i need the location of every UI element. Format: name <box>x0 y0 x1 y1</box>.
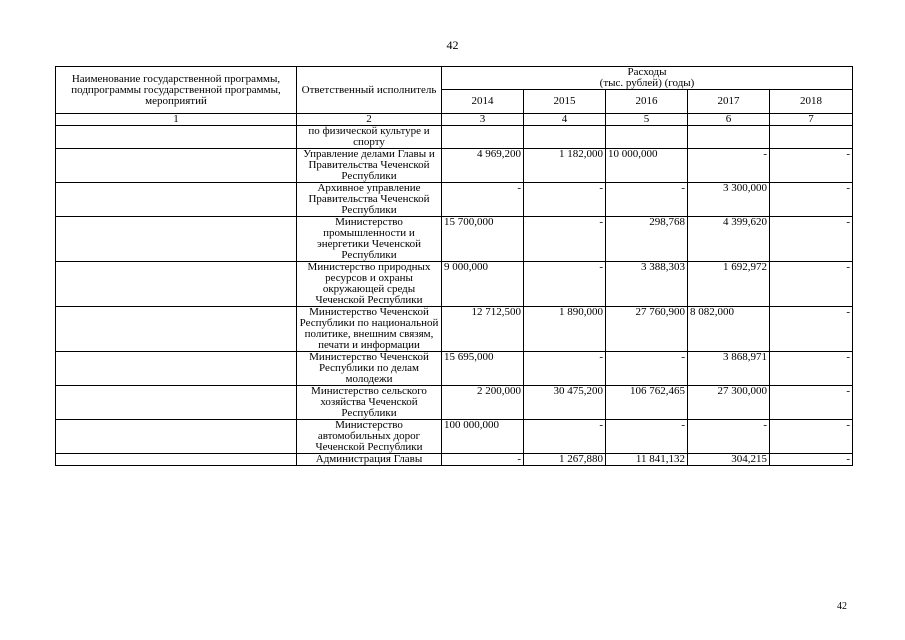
value-cell: - <box>770 262 853 307</box>
program-name-cell <box>56 126 297 149</box>
value-cell: 304,215 <box>688 454 770 466</box>
table-row <box>56 149 853 183</box>
value-cell: - <box>524 420 606 454</box>
value-cell: 1 182,000 <box>524 149 606 183</box>
value-cell: 100 000,000 <box>442 420 524 454</box>
header-program-name: Наименование государственной программы, подпрограммы государственной программы, мероприятий <box>56 67 297 114</box>
value-cell <box>606 126 688 149</box>
value-cell: 3 300,000 <box>688 183 770 217</box>
value-cell: - <box>442 183 524 217</box>
executor-cell: по физической культуре и спорту <box>297 126 442 149</box>
column-number: 7 <box>770 114 853 126</box>
value-cell: - <box>524 183 606 217</box>
value-cell: - <box>524 262 606 307</box>
program-name-cell <box>56 262 297 307</box>
table-row <box>56 262 853 307</box>
value-cell: - <box>524 217 606 262</box>
value-cell: 27 760,900 <box>606 307 688 352</box>
value-cell: 298,768 <box>606 217 688 262</box>
column-numbers-row <box>56 114 853 126</box>
header-expenses-title: Расходы <box>627 66 667 78</box>
value-cell: 1 692,972 <box>688 262 770 307</box>
executor-cell: Администрация Главы <box>297 454 442 466</box>
value-cell: - <box>606 420 688 454</box>
value-cell: - <box>606 183 688 217</box>
value-cell: - <box>770 352 853 386</box>
table-row <box>56 183 853 217</box>
value-cell: 1 890,000 <box>524 307 606 352</box>
header-row-1 <box>56 67 853 90</box>
value-cell: - <box>770 183 853 217</box>
value-cell: 30 475,200 <box>524 386 606 420</box>
header-executor: Ответственный исполнитель <box>297 67 442 114</box>
column-number: 6 <box>688 114 770 126</box>
header-expenses <box>442 67 853 90</box>
budget-table <box>55 66 853 466</box>
executor-cell: Управление делами Главы и Правительства Чеченской Республики <box>297 149 442 183</box>
header-year: 2015 <box>524 90 606 114</box>
column-number: 1 <box>56 114 297 126</box>
column-number: 4 <box>524 114 606 126</box>
executor-cell: Министерство промышленности и энергетики Чеченской Республики <box>297 217 442 262</box>
column-number: 3 <box>442 114 524 126</box>
value-cell: 4 969,200 <box>442 149 524 183</box>
value-cell: 15 700,000 <box>442 217 524 262</box>
value-cell <box>442 126 524 149</box>
table-row <box>56 420 853 454</box>
program-name-cell <box>56 149 297 183</box>
header-expenses-sub: (тыс. рублей) (годы) <box>599 77 695 89</box>
value-cell: 2 200,000 <box>442 386 524 420</box>
table-row <box>56 126 853 149</box>
value-cell: - <box>770 149 853 183</box>
value-cell: 1 267,880 <box>524 454 606 466</box>
program-name-cell <box>56 217 297 262</box>
executor-cell: Министерство Чеченской Республики по национальной политике, внешним связям, печати и информации <box>297 307 442 352</box>
program-name-cell <box>56 352 297 386</box>
value-cell: 4 399,620 <box>688 217 770 262</box>
program-name-cell <box>56 386 297 420</box>
value-cell: 12 712,500 <box>442 307 524 352</box>
header-year: 2014 <box>442 90 524 114</box>
table-row <box>56 217 853 262</box>
value-cell: - <box>770 386 853 420</box>
value-cell: 15 695,000 <box>442 352 524 386</box>
column-number: 2 <box>297 114 442 126</box>
value-cell: - <box>770 454 853 466</box>
value-cell <box>770 126 853 149</box>
value-cell: - <box>688 149 770 183</box>
executor-cell: Архивное управление Правительства Чеченской Республики <box>297 183 442 217</box>
executor-cell: Министерство Чеченской Республики по делам молодежи <box>297 352 442 386</box>
value-cell <box>524 126 606 149</box>
value-cell: - <box>524 352 606 386</box>
value-cell: - <box>606 352 688 386</box>
value-cell: 9 000,000 <box>442 262 524 307</box>
table-row <box>56 307 853 352</box>
value-cell: 27 300,000 <box>688 386 770 420</box>
header-year: 2016 <box>606 90 688 114</box>
value-cell: - <box>688 420 770 454</box>
table-row <box>56 352 853 386</box>
value-cell: 3 388,303 <box>606 262 688 307</box>
program-name-cell <box>56 420 297 454</box>
page-number-top: 42 <box>446 38 459 52</box>
column-number: 5 <box>606 114 688 126</box>
header-year: 2018 <box>770 90 853 114</box>
value-cell: - <box>770 420 853 454</box>
program-name-cell <box>56 307 297 352</box>
table-row <box>56 454 853 466</box>
value-cell: - <box>770 217 853 262</box>
program-name-cell <box>56 183 297 217</box>
executor-cell: Министерство природных ресурсов и охраны окружающей среды Чеченской Республики <box>297 262 442 307</box>
header-year: 2017 <box>688 90 770 114</box>
value-cell: 3 868,971 <box>688 352 770 386</box>
value-cell: - <box>770 307 853 352</box>
table-row <box>56 386 853 420</box>
program-name-cell <box>56 454 297 466</box>
executor-cell: Министерство сельского хозяйства Чеченской Республики <box>297 386 442 420</box>
page-number-bottom: 42 <box>837 601 847 612</box>
table-body <box>56 126 853 466</box>
executor-cell: Министерство автомобильных дорог Чеченской Республики <box>297 420 442 454</box>
value-cell: 8 082,000 <box>688 307 770 352</box>
value-cell: - <box>442 454 524 466</box>
value-cell: 11 841,132 <box>606 454 688 466</box>
value-cell: 10 000,000 <box>606 149 688 183</box>
value-cell <box>688 126 770 149</box>
value-cell: 106 762,465 <box>606 386 688 420</box>
